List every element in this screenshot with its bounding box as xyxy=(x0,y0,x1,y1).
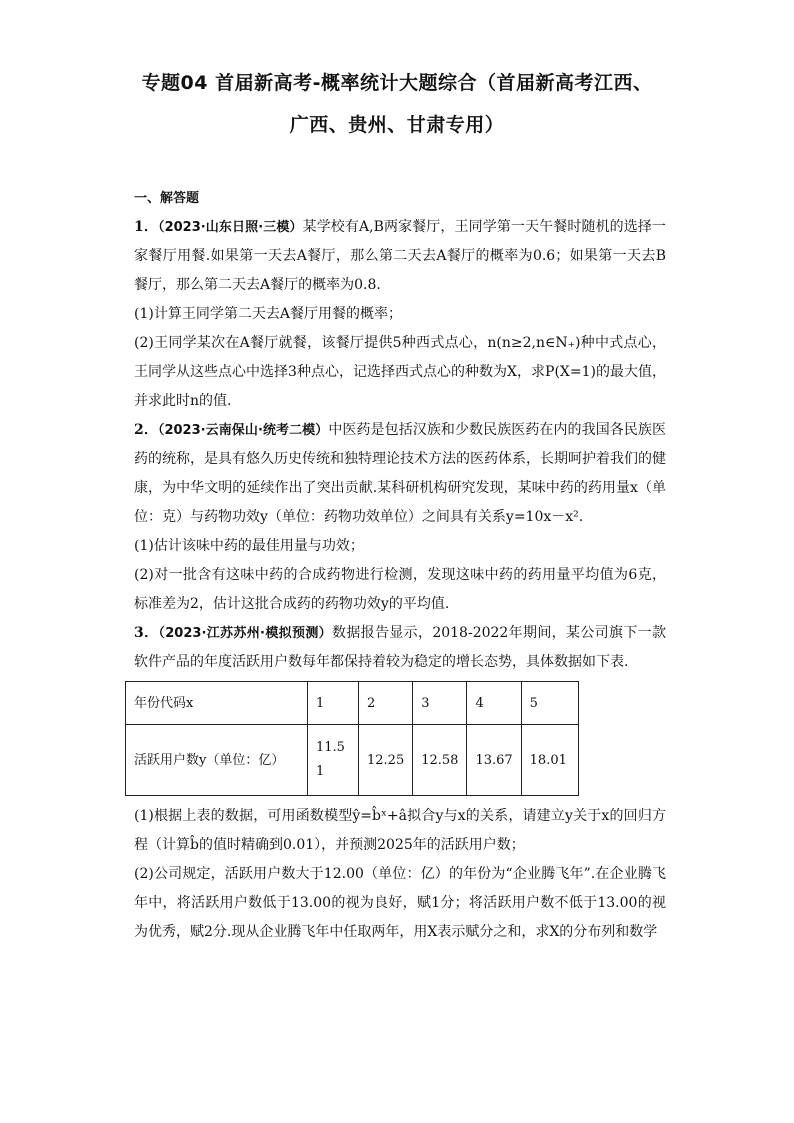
question-2 xyxy=(134,416,666,619)
table-cell: 4 xyxy=(467,682,521,725)
question-stem: 数据报告显示，2018-2022年期间，某公司旗下一款软件产品的年度活跃用户数每年都保持着较为稳定的增长态势，具体数据如下表. xyxy=(134,625,666,670)
question-part-1: (1)根据上表的数据，可用函数模型ŷ=b̂ˣ+â拟合y与x的关系，请建立y关于x的回归方程（计算b̂的值时精确到0.01），并预测2025年的活跃用户数； xyxy=(134,808,666,853)
table-row xyxy=(126,725,579,796)
question-part-2: (2)对一批含有这味中药的合成药物进行检测，发现这味中药的药用量平均值为6克，标准差为2，估计这批合成药的药物功效y的平均值. xyxy=(134,567,666,612)
title-line-2: 广西、贵州、甘肃专用） xyxy=(289,114,505,136)
table-cell: 1 xyxy=(308,682,359,725)
question-number: 1． xyxy=(134,219,158,235)
table-cell: 12.25 xyxy=(359,725,413,796)
table-cell: 2 xyxy=(359,682,413,725)
question-source: （2023·云南保山·统考二模） xyxy=(157,423,329,438)
table-cell: 12.58 xyxy=(413,725,467,796)
question-part-2: (2)公司规定，活跃用户数大于12.00（单位：亿）的年份为“企业腾飞年”.在企业腾飞年中，将活跃用户数低于13.00的视为良好，赋1分；将活跃用户数不低于13.00的视为优秀，赋2分.现从企业腾飞年中任取两年，用X表示赋分之和，求X的分布列和数学 xyxy=(134,866,666,940)
data-table xyxy=(125,681,579,796)
question-number: 3． xyxy=(134,625,159,641)
question-source: （2023·江苏苏州·模拟预测） xyxy=(158,626,332,641)
question-part-1: (1)计算王同学第二天去A餐厅用餐的概率； xyxy=(134,306,402,322)
table-cell: 18.01 xyxy=(521,725,578,796)
table-row xyxy=(126,682,579,725)
question-source: （2023·山东日照·三模） xyxy=(157,220,303,235)
question-part-2: (2)王同学某次在A餐厅就餐，该餐厅提供5种西式点心，n(n≥2,n∈N₊)种中式点心，王同学从这些点心中选择3种点心，记选择西式点心的种数为X，求P(X=1)的最大值，并求此时n的值. xyxy=(134,335,666,409)
question-number: 2． xyxy=(134,422,158,438)
table-header-cell: 年份代码x xyxy=(126,682,308,725)
document-body xyxy=(134,184,666,947)
section-heading: 一、解答题 xyxy=(134,191,200,206)
table-cell: 5 xyxy=(521,682,578,725)
table-header-cell: 活跃用户数y（单位：亿） xyxy=(126,725,308,796)
table-cell: 3 xyxy=(413,682,467,725)
question-stem: 某学校有A,B两家餐厅，王同学第一天午餐时随机的选择一家餐厅用餐.如果第一天去A餐厅，那么第二天去A餐厅的概率为0.6；如果第一天去B餐厅，那么第二天去A餐厅的概率为0.8. xyxy=(134,219,666,293)
table-cell: 13.67 xyxy=(467,725,521,796)
table-cell: 11.51 xyxy=(308,725,359,796)
question-part-1: (1)估计该味中药的最佳用量与功效； xyxy=(134,538,364,554)
document-title xyxy=(100,62,694,146)
title-line-1: 专题04 首届新高考-概率统计大题综合（首届新高考江西、 xyxy=(141,72,653,94)
question-1 xyxy=(134,213,666,416)
question-stem: 中医药是包括汉族和少数民族医药在内的我国各民族医药的统称，是具有悠久历史传统和独特理论技术方法的医药体系，长期呵护着我们的健康，为中华文明的延续作出了突出贡献.某科研机构研究发现，某味中药的药用量x（单位：克）与药物功效y（单位：药物功效单位）之间具有关系y=10x－x². xyxy=(134,422,666,525)
question-3 xyxy=(134,619,666,947)
